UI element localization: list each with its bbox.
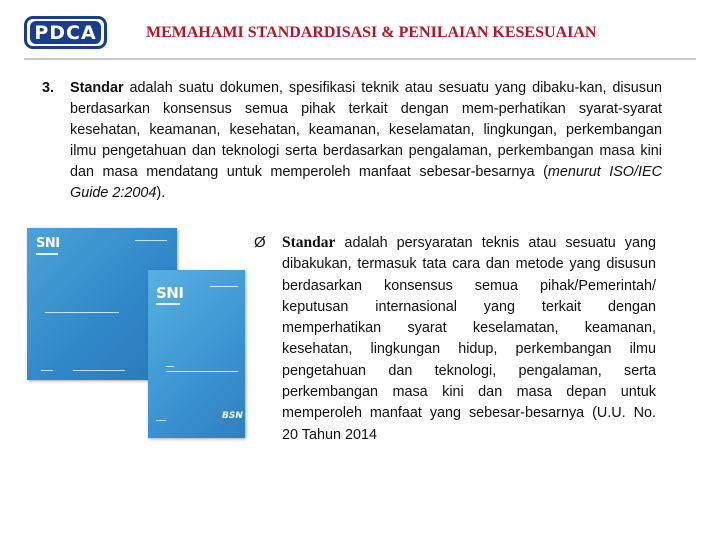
sni-brand-mark: SNI (36, 236, 60, 251)
bsn-logo: BSN (222, 411, 243, 421)
sni-brand-mark: SNI (156, 284, 184, 302)
cover-footer-line (156, 420, 166, 421)
point-number: 3. (42, 80, 55, 96)
point-term: Standar (70, 80, 124, 96)
arrow-bullet-icon: Ø (254, 234, 266, 251)
logo-text: PDCA (30, 21, 101, 44)
point-citation: menurut ISO/IEC Guide 2:2004 (70, 164, 662, 201)
definition-bullet (254, 232, 656, 446)
page-title: MEMAHAMI STANDARDISASI & PENILAIAN KESESUAIAN (146, 24, 597, 41)
bullet-body (282, 232, 656, 446)
pdca-logo (24, 16, 107, 49)
brand-underline (36, 253, 58, 255)
cover-footer-line (73, 370, 125, 371)
cover-title-line (166, 366, 174, 367)
cover-footer-line (41, 370, 53, 371)
brand-underline (156, 303, 180, 305)
cover-title-line (166, 371, 238, 372)
point-text: adalah suatu dokumen, spesifikasi teknik atau sesuatu yang dibaku-kan, disusun berdasarkan konsensus semua pihak terkait dengan mem-perhatikan syarat-syarat kesehatan, keamanan, kesehatan, keamanan, keselamatan, lingkungan, perkembangan ilmu pengetahuan dan teknologi serta berdasarkan pengalaman, perkembangan masa kini dan masa mendatang untuk memperoleh manfaat sebesar-besarnya ( (70, 80, 662, 180)
sni-document-cover-front (148, 270, 245, 438)
bullet-text: adalah persyaratan teknis atau sesuatu yang dibakukan, termasuk tata cara dan metode yang disusun berdasarkan konsensus semua pihak/Pemerintah/ keputusan internasional yang terkait dengan memperhatikan syarat keselamatan, keamanan, kesehatan, lingkungan hidup, perkembangan ilmu pengetahuan dan teknologi, pengalaman, serta perkembangan masa kini dan masa depan untuk memperoleh manfaat yang sebesar-besarnya (U.U. No. 20 Tahun 2014 (282, 235, 656, 443)
point-body (70, 78, 662, 204)
cover-title-line (45, 312, 119, 313)
bullet-term: Standar (282, 234, 336, 251)
point-text-end: ). (156, 185, 166, 201)
definition-point (42, 78, 662, 204)
header-divider (24, 58, 696, 60)
cover-code-line (210, 286, 238, 287)
cover-code-line (135, 240, 167, 241)
